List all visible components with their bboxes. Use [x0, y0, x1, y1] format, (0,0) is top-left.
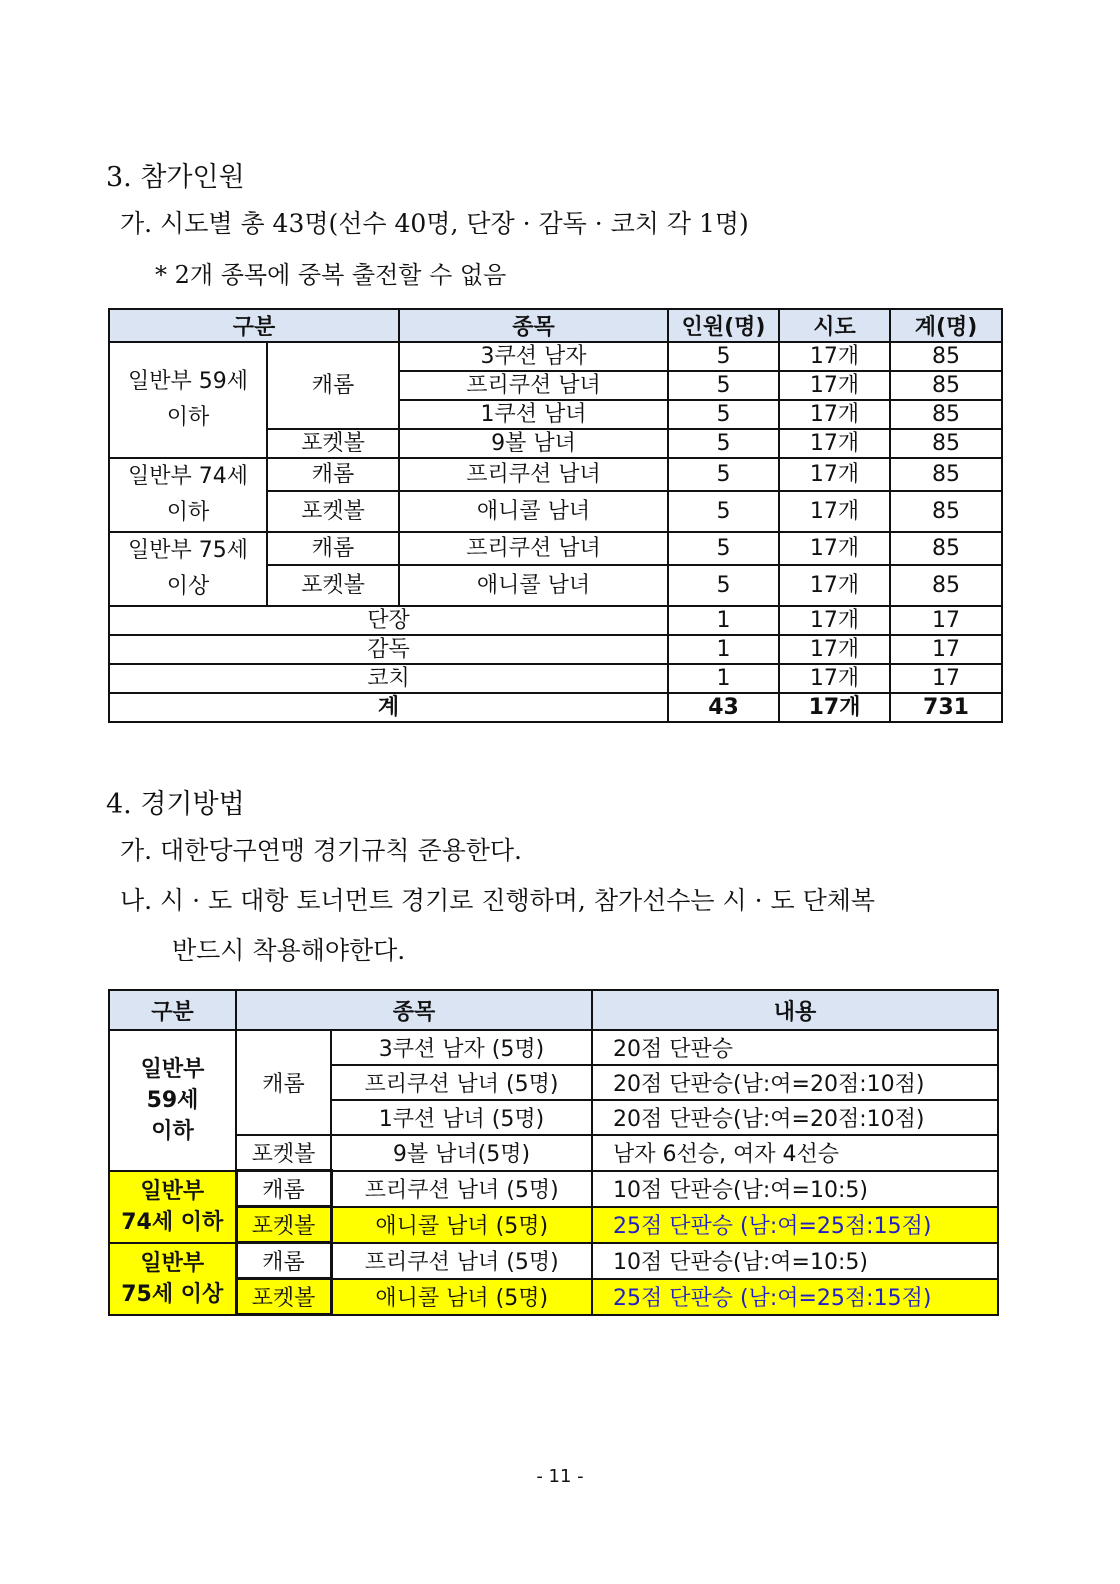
- header-category: 구분: [109, 309, 399, 342]
- section4-line-na: 나. 시 · 도 대항 토너먼트 경기로 진행하며, 참가선수는 시 · 도 단체복: [120, 886, 876, 915]
- content-cell: 10점 단판승(남:여=10:5): [592, 1243, 998, 1279]
- section4-title: 4. 경기방법: [106, 789, 245, 820]
- event-cell: 프리쿠션 남녀: [399, 532, 668, 565]
- group-label-75: 일반부 75세 이상: [109, 1243, 236, 1315]
- event-cell: 9볼 남녀(5명): [331, 1135, 592, 1171]
- event-cell: 프리쿠션 남녀: [399, 458, 668, 491]
- table-header-row: [109, 990, 998, 1030]
- content-cell: 25점 단판승 (남:여=25점:15점): [592, 1207, 998, 1243]
- type-cell: 포켓볼: [236, 1207, 331, 1243]
- sido-cell: 17개: [779, 664, 890, 693]
- persons-cell: 5: [668, 400, 779, 429]
- group-label-59: 일반부 59세 이하: [109, 342, 267, 458]
- staff-row: [109, 635, 1002, 664]
- header-persons: 인원(명): [668, 309, 779, 342]
- staff-role: 단장: [109, 606, 668, 635]
- header-content: 내용: [592, 990, 998, 1030]
- sido-cell: 17개: [779, 458, 890, 491]
- persons-cell: 5: [668, 342, 779, 371]
- type-cell: 캐롬: [267, 342, 399, 429]
- sido-cell: 17개: [779, 429, 890, 458]
- total-cell: 17: [890, 635, 1002, 664]
- event-cell: 1쿠션 남녀: [399, 400, 668, 429]
- sido-cell: 17개: [779, 342, 890, 371]
- total-cell: 17: [890, 664, 1002, 693]
- sido-cell: 17개: [779, 371, 890, 400]
- table-row: [109, 1279, 998, 1315]
- match-method-table: [108, 989, 999, 1316]
- event-cell: 애니콜 남녀: [399, 491, 668, 532]
- persons-cell: 5: [668, 429, 779, 458]
- staff-role: 감독: [109, 635, 668, 664]
- sido-cell: 17개: [779, 491, 890, 532]
- total-cell: 85: [890, 400, 1002, 429]
- header-category: 구분: [109, 990, 236, 1030]
- table-row: [109, 1243, 998, 1279]
- persons-cell: 1: [668, 635, 779, 664]
- event-cell: 3쿠션 남자: [399, 342, 668, 371]
- persons-cell: 5: [668, 532, 779, 565]
- type-cell: 포켓볼: [267, 491, 399, 532]
- sido-cell: 17개: [779, 635, 890, 664]
- header-event: 종목: [399, 309, 668, 342]
- total-cell: 85: [890, 532, 1002, 565]
- event-cell: 프리쿠션 남녀: [399, 371, 668, 400]
- event-cell: 1쿠션 남녀 (5명): [331, 1100, 592, 1135]
- persons-cell: 5: [668, 458, 779, 491]
- event-cell: 애니콜 남녀 (5명): [331, 1207, 592, 1243]
- table-row: [109, 1135, 998, 1171]
- type-cell: 캐롬: [267, 532, 399, 565]
- persons-cell: 5: [668, 371, 779, 400]
- type-cell: 캐롬: [267, 458, 399, 491]
- header-total: 계(명): [890, 309, 1002, 342]
- event-cell: 애니콜 남녀 (5명): [331, 1279, 592, 1315]
- persons-cell: 5: [668, 491, 779, 532]
- table-header-row: [109, 309, 1002, 342]
- table-row: [109, 342, 1002, 371]
- header-sido: 시도: [779, 309, 890, 342]
- sum-row: [109, 693, 1002, 722]
- persons-cell: 1: [668, 606, 779, 635]
- event-cell: 9볼 남녀: [399, 429, 668, 458]
- participants-table: [108, 308, 1003, 723]
- table-row: [109, 1030, 998, 1065]
- group-label-74: 일반부 74세 이하: [109, 1171, 236, 1243]
- total-cell: 85: [890, 371, 1002, 400]
- sum-persons: 43: [668, 693, 779, 722]
- sido-cell: 17개: [779, 532, 890, 565]
- event-cell: 프리쿠션 남녀 (5명): [331, 1171, 592, 1207]
- type-cell: 포켓볼: [267, 565, 399, 606]
- sido-cell: 17개: [779, 565, 890, 606]
- total-cell: 17: [890, 606, 1002, 635]
- total-cell: 85: [890, 458, 1002, 491]
- staff-role: 코치: [109, 664, 668, 693]
- page-number: - 11 -: [536, 1466, 584, 1487]
- content-cell: 남자 6선승, 여자 4선승: [592, 1135, 998, 1171]
- sum-label: 계: [109, 693, 668, 722]
- persons-cell: 1: [668, 664, 779, 693]
- total-cell: 85: [890, 491, 1002, 532]
- sido-cell: 17개: [779, 400, 890, 429]
- staff-row: [109, 664, 1002, 693]
- event-cell: 애니콜 남녀: [399, 565, 668, 606]
- persons-cell: 5: [668, 565, 779, 606]
- content-cell: 20점 단판승: [592, 1030, 998, 1065]
- section4-line-ga: 가. 대한당구연맹 경기규칙 준용한다.: [120, 836, 522, 865]
- group-label-59: 일반부 59세 이하: [109, 1030, 236, 1171]
- content-cell: 25점 단판승 (남:여=25점:15점): [592, 1279, 998, 1315]
- type-cell: 포켓볼: [236, 1279, 331, 1315]
- sido-cell: 17개: [779, 606, 890, 635]
- type-cell: 캐롬: [236, 1243, 331, 1279]
- sum-sido: 17개: [779, 693, 890, 722]
- section4-line-na-cont: 반드시 착용해야한다.: [172, 936, 406, 965]
- content-cell: 20점 단판승(남:여=20점:10점): [592, 1100, 998, 1135]
- event-cell: 프리쿠션 남녀 (5명): [331, 1065, 592, 1100]
- group-label-75: 일반부 75세 이상: [109, 532, 267, 606]
- total-cell: 85: [890, 429, 1002, 458]
- total-cell: 85: [890, 342, 1002, 371]
- type-cell: 포켓볼: [267, 429, 399, 458]
- event-cell: 3쿠션 남자 (5명): [331, 1030, 592, 1065]
- staff-row: [109, 606, 1002, 635]
- content-cell: 20점 단판승(남:여=20점:10점): [592, 1065, 998, 1100]
- event-cell: 프리쿠션 남녀 (5명): [331, 1243, 592, 1279]
- type-cell: 캐롬: [236, 1030, 331, 1135]
- content-cell: 10점 단판승(남:여=10:5): [592, 1171, 998, 1207]
- table-row: [109, 1207, 998, 1243]
- table-row: [109, 1171, 998, 1207]
- table-row: [109, 458, 1002, 491]
- sum-total: 731: [890, 693, 1002, 722]
- header-event: 종목: [236, 990, 592, 1030]
- section3-title: 3. 참가인원: [106, 162, 245, 193]
- total-cell: 85: [890, 565, 1002, 606]
- table-row: [109, 532, 1002, 565]
- section3-line-ga: 가. 시도별 총 43명(선수 40명, 단장 · 감독 · 코치 각 1명): [120, 209, 749, 238]
- section3-note: * 2개 종목에 중복 출전할 수 없음: [155, 261, 507, 289]
- type-cell: 포켓볼: [236, 1135, 331, 1171]
- group-label-74: 일반부 74세 이하: [109, 458, 267, 532]
- type-cell: 캐롬: [236, 1171, 331, 1207]
